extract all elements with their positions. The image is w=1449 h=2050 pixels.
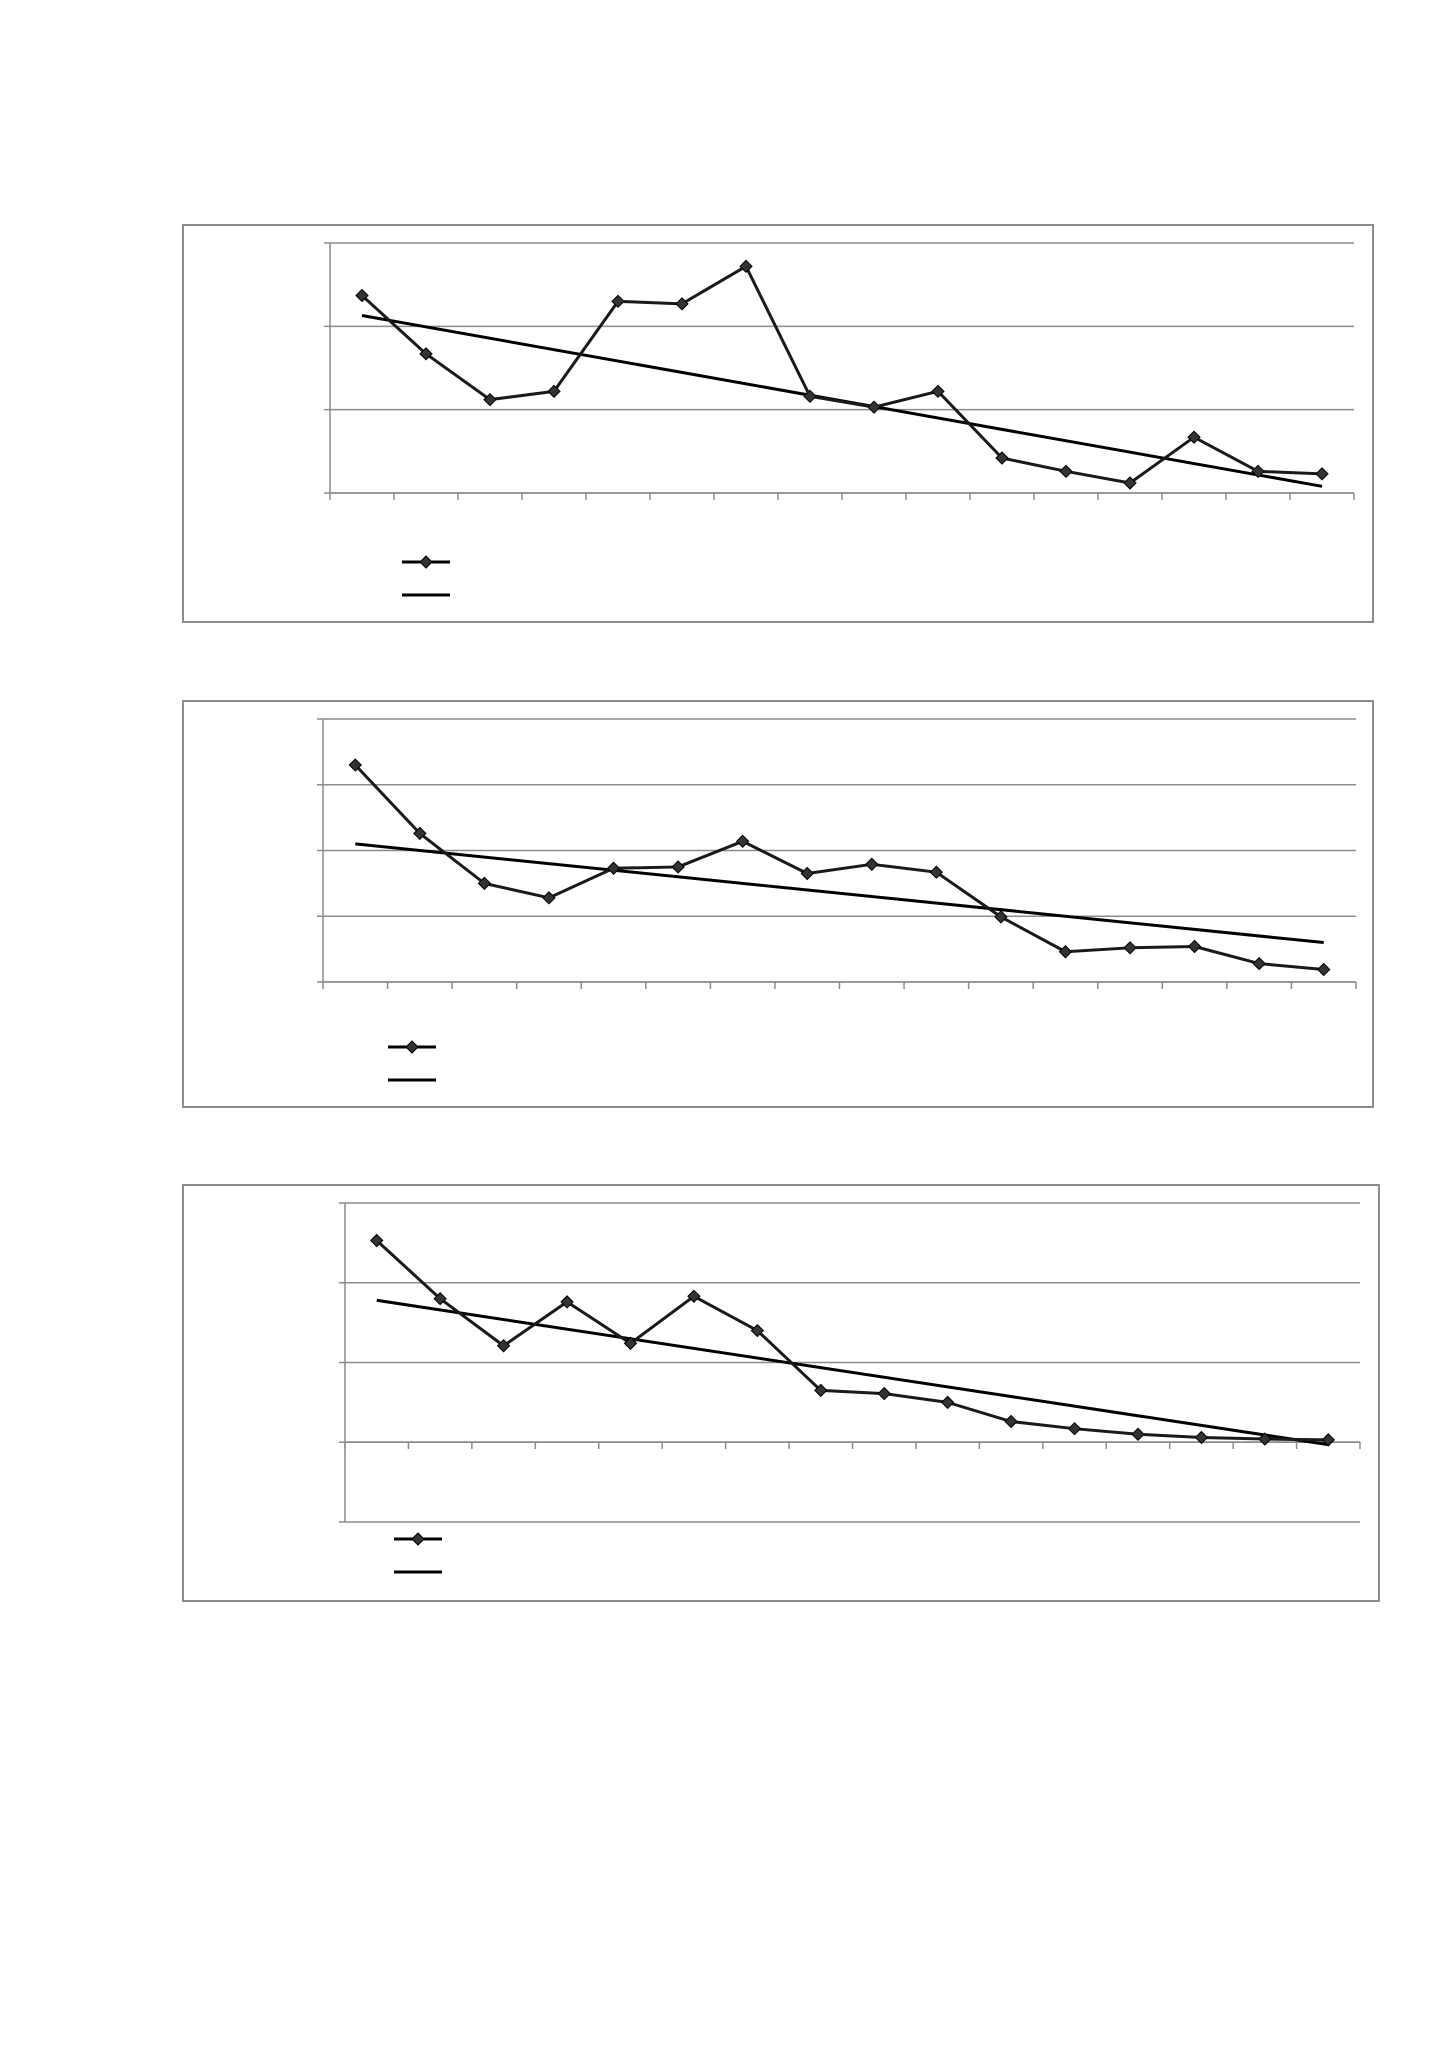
legend-marker-series [412,1533,424,1545]
data-point [1069,1423,1081,1435]
series-line [362,266,1322,483]
data-point [1132,1428,1144,1440]
chart-3-frame [182,1184,1380,1602]
data-point [1005,1416,1017,1428]
data-point [1318,964,1330,976]
trendline [377,1300,1329,1444]
data-point [804,390,816,402]
data-point [1124,942,1136,954]
data-point [801,868,813,880]
legend-marker-series [420,556,432,568]
data-point [1316,468,1328,480]
chart-1-frame [182,224,1374,623]
series-line [355,765,1323,969]
chart-3 [184,1186,1382,1604]
data-point [868,401,880,413]
data-point [608,862,620,874]
data-point [866,858,878,870]
data-point [543,892,555,904]
data-point [1189,940,1201,952]
series-line [377,1240,1329,1439]
data-point [737,835,749,847]
chart-2 [184,702,1376,1110]
chart-2-frame [182,700,1374,1108]
data-point [740,260,752,272]
data-point [942,1396,954,1408]
legend-marker-series [406,1041,418,1053]
data-point [1060,465,1072,477]
data-point [1253,958,1265,970]
chart-1 [184,226,1376,625]
trendline [355,844,1323,943]
data-point [676,298,688,310]
data-point [672,861,684,873]
data-point [878,1388,890,1400]
data-point [1059,946,1071,958]
